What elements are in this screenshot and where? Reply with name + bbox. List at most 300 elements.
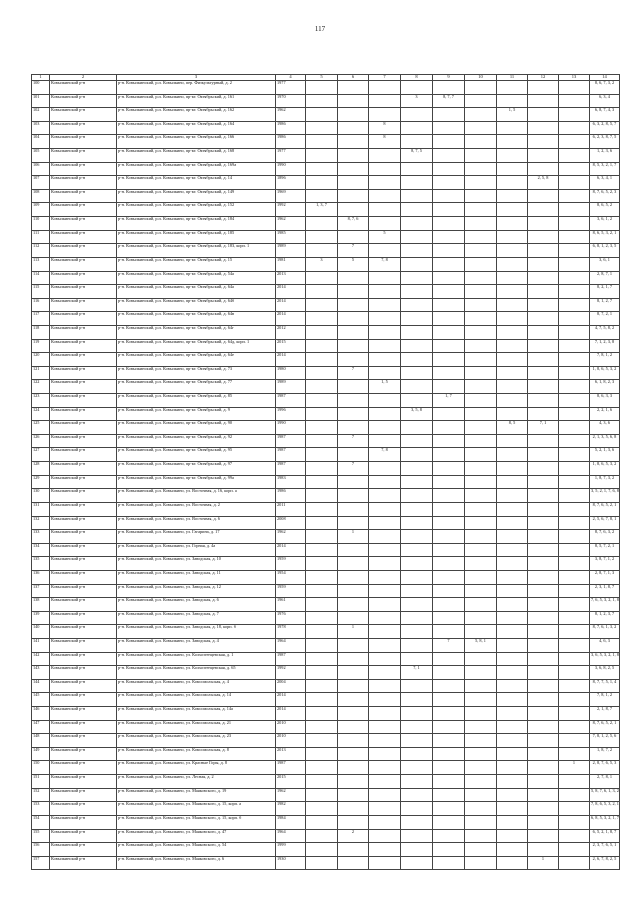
table-cell-col9 [433, 135, 465, 149]
table-cell-col2: Ковылкинский р-н [50, 244, 117, 258]
table-cell-col1: 132 [32, 516, 50, 530]
table-cell-col11 [497, 94, 528, 108]
table-cell-col5 [306, 843, 338, 857]
table-cell-col12 [528, 217, 559, 231]
table-cell-col12 [528, 489, 559, 503]
table-cell-col7 [369, 707, 401, 721]
table-cell-col14: 8, 6, 5, 2 [590, 203, 620, 217]
table-cell-col13 [559, 94, 590, 108]
table-cell-col6 [338, 802, 369, 816]
table-cell-col13 [559, 353, 590, 367]
table-cell-col10 [465, 829, 497, 843]
table-cell-col3: р-н. Ковылкинский, р.п. Ковылкино, пр-кт. Октябрьский, д. 77 [117, 380, 276, 394]
table-cell-col2: Ковылкинский р-н [50, 502, 117, 516]
table-cell-col11 [497, 829, 528, 843]
table-cell-col4: 1985 [276, 230, 306, 244]
table-cell-col9 [433, 775, 465, 789]
table-cell-col5 [306, 693, 338, 707]
table-cell-col12 [528, 707, 559, 721]
table-cell-col7 [369, 353, 401, 367]
column-header-11: 11 [497, 75, 528, 81]
table-cell-col13 [559, 312, 590, 326]
table-cell-col8 [401, 570, 433, 584]
table-cell-col8 [401, 598, 433, 612]
column-header-12: 12 [528, 75, 559, 81]
table-cell-col14: 1, 8, 7, 2 [590, 747, 620, 761]
table-cell-col3: р-н. Ковылкинский, р.п. Ковылкино, пр-кт. Октябрьский, д. 97 [117, 462, 276, 476]
table-cell-col11 [497, 366, 528, 380]
table-cell-col6 [338, 475, 369, 489]
table-cell-col12 [528, 530, 559, 544]
table-cell-col3: р-н. Ковылкинский, р.п. Ковылкино, пр-кт. Октябрьский, д. 184 [117, 217, 276, 231]
table-cell-col6 [338, 312, 369, 326]
table-cell-col4: 1987 [276, 394, 306, 408]
table-cell-col5 [306, 462, 338, 476]
table-cell-col4: 2012 [276, 325, 306, 339]
table-cell-col3: р-н. Ковылкинский, р.п. Ковылкино, ул. Маяковского, д. 6 [117, 856, 276, 870]
table-cell-col11 [497, 720, 528, 734]
table-cell-col4: 1977 [276, 149, 306, 163]
table-cell-col14: 3, 6, 5, 3, 2, 1, 8 [590, 652, 620, 666]
table-cell-col13 [559, 638, 590, 652]
table-cell-col11 [497, 217, 528, 231]
table-cell-col14: 8, 7, 6, 3, 2 [590, 530, 620, 544]
table-cell-col4: 1987 [276, 448, 306, 462]
table-cell-col14: 8, 7, 2, 1 [590, 312, 620, 326]
table-cell-col8 [401, 366, 433, 380]
table-cell-col7 [369, 856, 401, 870]
table-cell-col10 [465, 285, 497, 299]
table-cell-col4: 1978 [276, 625, 306, 639]
table-cell-col14: 7, 8, 1, 2 [590, 353, 620, 367]
table-cell-col8 [401, 135, 433, 149]
table-cell-col4: 2014 [276, 353, 306, 367]
table-cell-col11 [497, 638, 528, 652]
table-row [32, 475, 620, 489]
table-cell-col12 [528, 761, 559, 775]
table-cell-col12 [528, 775, 559, 789]
table-cell-col1: 124 [32, 407, 50, 421]
table-row [32, 775, 620, 789]
table-cell-col4: 1982 [276, 802, 306, 816]
table-cell-col9 [433, 489, 465, 503]
table-cell-col9 [433, 761, 465, 775]
table-cell-col2: Ковылкинский р-н [50, 94, 117, 108]
table-cell-col5 [306, 339, 338, 353]
table-cell-col5 [306, 312, 338, 326]
table-cell-col3: р-н. Ковылкинский, р.п. Ковылкино, пр-кт. Октябрьский, д. 64а [117, 285, 276, 299]
table-cell-col10 [465, 598, 497, 612]
table-cell-col6 [338, 570, 369, 584]
table-cell-col8 [401, 843, 433, 857]
table-cell-col11 [497, 666, 528, 680]
table-row [32, 366, 620, 380]
table-cell-col5 [306, 135, 338, 149]
table-cell-col12 [528, 448, 559, 462]
table-cell-col5 [306, 666, 338, 680]
table-cell-col12 [528, 380, 559, 394]
table-cell-col5 [306, 611, 338, 625]
table-cell-col8 [401, 380, 433, 394]
table-cell-col3: р-н. Ковылкинский, р.п. Ковылкино, пр-кт. Октябрьский, д. 99а [117, 475, 276, 489]
table-cell-col9 [433, 339, 465, 353]
table-cell-col9 [433, 598, 465, 612]
table-cell-col10 [465, 625, 497, 639]
table-cell-col7 [369, 108, 401, 122]
table-cell-col11 [497, 189, 528, 203]
table-cell-col1: 111 [32, 230, 50, 244]
table-cell-col14: 8, 1, 2, 7 [590, 298, 620, 312]
table-cell-col11 [497, 856, 528, 870]
table-cell-col8 [401, 203, 433, 217]
table-cell-col5 [306, 162, 338, 176]
table-cell-col11 [497, 652, 528, 666]
table-cell-col10 [465, 108, 497, 122]
table-cell-col1: 104 [32, 135, 50, 149]
table-cell-col2: Ковылкинский р-н [50, 407, 117, 421]
table-cell-col9 [433, 652, 465, 666]
table-cell-col1: 148 [32, 734, 50, 748]
table-cell-col8 [401, 108, 433, 122]
table-cell-col2: Ковылкинский р-н [50, 734, 117, 748]
table-cell-col4: 1999 [276, 843, 306, 857]
table-cell-col11 [497, 502, 528, 516]
table-cell-col14: 8, 5, 3, 2, 1, 7 [590, 162, 620, 176]
table-cell-col1: 145 [32, 693, 50, 707]
table-cell-col6 [338, 407, 369, 421]
table-cell-col12 [528, 271, 559, 285]
table-cell-col3: р-н. Ковылкинский, р.п. Ковылкино, ул. Маяковского, д. 19 [117, 788, 276, 802]
table-cell-col2: Ковылкинский р-н [50, 135, 117, 149]
table-cell-col1: 127 [32, 448, 50, 462]
table-cell-col9 [433, 856, 465, 870]
table-cell-col12 [528, 570, 559, 584]
table-cell-col9 [433, 530, 465, 544]
table-cell-col13 [559, 720, 590, 734]
table-cell-col4: 1896 [276, 176, 306, 190]
column-header-13: 13 [559, 75, 590, 81]
table-cell-col3: р-н. Ковылкинский, р.п. Ковылкино, ул. Восточная, д. 2 [117, 502, 276, 516]
table-cell-col11 [497, 747, 528, 761]
table-cell-col5 [306, 325, 338, 339]
table-cell-col14: 7, 8, 1, 2, 5, 6 [590, 734, 620, 748]
table-cell-col1: 152 [32, 788, 50, 802]
table-cell-col13 [559, 489, 590, 503]
table-cell-col12 [528, 108, 559, 122]
table-cell-col11 [497, 815, 528, 829]
table-cell-col4: 2008 [276, 516, 306, 530]
table-cell-col11 [497, 434, 528, 448]
table-cell-col4: 1959 [276, 557, 306, 571]
table-cell-col9 [433, 747, 465, 761]
table-row [32, 176, 620, 190]
table-cell-col9 [433, 815, 465, 829]
table-cell-col10 [465, 856, 497, 870]
table-cell-col4: 1989 [276, 380, 306, 394]
table-cell-col7 [369, 611, 401, 625]
table-cell-col1: 110 [32, 217, 50, 231]
table-cell-col13 [559, 598, 590, 612]
table-cell-col1: 154 [32, 815, 50, 829]
table-cell-col2: Ковылкинский р-н [50, 856, 117, 870]
table-cell-col7 [369, 516, 401, 530]
table-cell-col10 [465, 570, 497, 584]
table-cell-col1: 126 [32, 434, 50, 448]
table-cell-col6 [338, 679, 369, 693]
table-cell-col11 [497, 407, 528, 421]
table-cell-col4: 1962 [276, 788, 306, 802]
table-cell-col12 [528, 802, 559, 816]
column-header-2: 2 [50, 75, 117, 81]
table-cell-col3: р-н. Ковылкинский, р.п. Ковылкино, ул. Горная, д. 4а [117, 543, 276, 557]
table-cell-col6: 7 [338, 434, 369, 448]
table-cell-col2: Ковылкинский р-н [50, 666, 117, 680]
table-cell-col12 [528, 611, 559, 625]
table-cell-col9 [433, 203, 465, 217]
table-cell-col9 [433, 543, 465, 557]
table-cell-col3: р-н. Ковылкинский, р.п. Ковылкино, пр-кт. Октябрьский, д. 14 [117, 176, 276, 190]
table-cell-col8 [401, 679, 433, 693]
table-cell-col3: р-н. Ковылкинский, р.п. Ковылкино, пр-кт. Октябрьский, д. 166 [117, 135, 276, 149]
table-cell-col9 [433, 285, 465, 299]
table-cell-col1: 100 [32, 81, 50, 95]
table-cell-col8 [401, 693, 433, 707]
table-cell-col10 [465, 489, 497, 503]
table-cell-col6: 8, 7, 6 [338, 217, 369, 231]
table-cell-col13 [559, 121, 590, 135]
table-cell-col12 [528, 747, 559, 761]
table-cell-col10 [465, 135, 497, 149]
table-cell-col13 [559, 584, 590, 598]
table-cell-col1: 108 [32, 189, 50, 203]
table-cell-col3: р-н. Ковылкинский, р.п. Ковылкино, ул. Заводская, д. 4 [117, 638, 276, 652]
table-cell-col12: 1 [528, 856, 559, 870]
table-row [32, 638, 620, 652]
table-cell-col12 [528, 230, 559, 244]
table-row [32, 788, 620, 802]
table-cell-col8 [401, 734, 433, 748]
table-row [32, 217, 620, 231]
table-cell-col5 [306, 149, 338, 163]
table-cell-col1: 121 [32, 366, 50, 380]
table-cell-col11 [497, 394, 528, 408]
table-row [32, 108, 620, 122]
table-cell-col10: 5, 8, 1 [465, 638, 497, 652]
table-cell-col13 [559, 475, 590, 489]
table-cell-col10 [465, 802, 497, 816]
table-cell-col6 [338, 734, 369, 748]
table-cell-col3: р-н. Ковылкинский, р.п. Ковылкино, ул. Колхозгенцевская, д. 1 [117, 652, 276, 666]
column-header-9: 9 [433, 75, 465, 81]
table-cell-col7 [369, 462, 401, 476]
table-cell-col7 [369, 625, 401, 639]
table-cell-col5 [306, 81, 338, 95]
table-cell-col12 [528, 475, 559, 489]
table-cell-col11 [497, 598, 528, 612]
table-cell-col9 [433, 149, 465, 163]
table-cell-col7 [369, 802, 401, 816]
table-cell-col2: Ковылкинский р-н [50, 570, 117, 584]
table-cell-col7 [369, 217, 401, 231]
table-cell-col13 [559, 285, 590, 299]
table-cell-col10 [465, 557, 497, 571]
table-cell-col13 [559, 217, 590, 231]
table-cell-col12 [528, 244, 559, 258]
table-cell-col14: 3, 6, 1 [590, 257, 620, 271]
table-cell-col5 [306, 707, 338, 721]
table-cell-col8: 3 [401, 94, 433, 108]
table-cell-col12 [528, 94, 559, 108]
table-cell-col13 [559, 325, 590, 339]
table-cell-col14: 1, 8, 6, 5, 3, 2 [590, 366, 620, 380]
table-cell-col2: Ковылкинский р-н [50, 475, 117, 489]
table-cell-col14: 3, 6, 8, 2, 5 [590, 666, 620, 680]
table-cell-col8 [401, 230, 433, 244]
table-cell-col7 [369, 815, 401, 829]
table-cell-col11 [497, 135, 528, 149]
table-cell-col3: р-н. Ковылкинский, р.п. Ковылкино, ул. Комсомольская, д. 4 [117, 679, 276, 693]
table-cell-col10 [465, 584, 497, 598]
table-cell-col2: Ковылкинский р-н [50, 761, 117, 775]
table-cell-col2: Ковылкинский р-н [50, 353, 117, 367]
table-cell-col12 [528, 666, 559, 680]
table-cell-col3: р-н. Ковылкинский, р.п. Ковылкино, ул. Восточная, д. 16, корп. а [117, 489, 276, 503]
table-row [32, 203, 620, 217]
table-cell-col3: р-н. Ковылкинский, р.п. Ковылкино, ул. Заводская, д. 12 [117, 584, 276, 598]
table-cell-col10 [465, 353, 497, 367]
table-cell-col1: 102 [32, 108, 50, 122]
table-cell-col4: 1964 [276, 829, 306, 843]
table-cell-col13 [559, 775, 590, 789]
table-cell-col10 [465, 815, 497, 829]
table-cell-col7 [369, 530, 401, 544]
table-cell-col6 [338, 856, 369, 870]
table-cell-col7 [369, 81, 401, 95]
table-row [32, 448, 620, 462]
table-cell-col7 [369, 557, 401, 571]
table-cell-col4: 1984 [276, 815, 306, 829]
table-cell-col7 [369, 244, 401, 258]
table-cell-col11 [497, 734, 528, 748]
table-cell-col7 [369, 734, 401, 748]
table-cell-col5 [306, 380, 338, 394]
table-cell-col5 [306, 421, 338, 435]
table-cell-col14: 8, 7, 6, 5, 2, 1 [590, 720, 620, 734]
table-cell-col6 [338, 815, 369, 829]
table-cell-col13 [559, 666, 590, 680]
table-cell-col7: 5 [369, 230, 401, 244]
table-cell-col4: 2015 [276, 775, 306, 789]
table-cell-col14: 8, 6, 5, 3, 2, 1 [590, 230, 620, 244]
table-cell-col4: 1954 [276, 570, 306, 584]
table-cell-col3: р-н. Ковылкинский, р.п. Ковылкино, пр-кт. Октябрьский, д. 161 [117, 94, 276, 108]
table-cell-col4: 1962 [276, 530, 306, 544]
table-cell-col3: р-н. Ковылкинский, р.п. Ковылкино, ул. Маяковского, д. 47 [117, 829, 276, 843]
table-cell-col13: 1 [559, 761, 590, 775]
table-cell-col6 [338, 638, 369, 652]
table-cell-col3: р-н. Ковылкинский, р.п. Ковылкино, пр-кт. Октябрьский, д. 183, корп. 1 [117, 244, 276, 258]
table-cell-col13 [559, 149, 590, 163]
table-cell-col13 [559, 829, 590, 843]
table-cell-col13 [559, 230, 590, 244]
table-cell-col8 [401, 652, 433, 666]
table-cell-col2: Ковылкинский р-н [50, 380, 117, 394]
table-cell-col2: Ковылкинский р-н [50, 217, 117, 231]
table-cell-col9 [433, 707, 465, 721]
table-cell-col4: 2010 [276, 734, 306, 748]
table-cell-col4: 1969 [276, 189, 306, 203]
table-cell-col8 [401, 802, 433, 816]
table-cell-col3: р-н. Ковылкинский, р.п. Ковылкино, пр-кт. Октябрьский, д. 85 [117, 394, 276, 408]
table-cell-col14: 2, 3, 1, 8, 7 [590, 584, 620, 598]
table-cell-col14: 2, 5, 6, 7, 8, 1 [590, 516, 620, 530]
table-cell-col5 [306, 285, 338, 299]
table-cell-col4: 1987 [276, 652, 306, 666]
table-cell-col1: 155 [32, 829, 50, 843]
table-cell-col6 [338, 707, 369, 721]
housing-register-table [31, 74, 620, 870]
table-cell-col5 [306, 530, 338, 544]
table-cell-col1: 117 [32, 312, 50, 326]
table-cell-col5 [306, 244, 338, 258]
table-cell-col3: р-н. Ковылкинский, р.п. Ковылкино, пр-кт. Октябрьский, д. 90 [117, 421, 276, 435]
table-cell-col4: 1992 [276, 666, 306, 680]
table-cell-col11 [497, 611, 528, 625]
table-cell-col13 [559, 366, 590, 380]
table-cell-col3: р-н. Ковылкинский, р.п. Ковылкино, ул. Заводская, д. 18, корп. б [117, 625, 276, 639]
table-cell-col5 [306, 570, 338, 584]
table-cell-col12: 7, 1 [528, 421, 559, 435]
table-cell-col3: р-н. Ковылкинский, р.п. Ковылкино, ул. Колхозгенцевская, д. 65 [117, 666, 276, 680]
table-cell-col1: 119 [32, 339, 50, 353]
table-cell-col10 [465, 720, 497, 734]
table-cell-col5 [306, 815, 338, 829]
table-cell-col1: 112 [32, 244, 50, 258]
table-cell-col5 [306, 217, 338, 231]
table-cell-col5 [306, 802, 338, 816]
table-cell-col6 [338, 652, 369, 666]
table-cell-col8 [401, 217, 433, 231]
table-cell-col5 [306, 366, 338, 380]
table-cell-col1: 156 [32, 843, 50, 857]
table-cell-col6 [338, 516, 369, 530]
table-cell-col8 [401, 394, 433, 408]
table-cell-col9 [433, 502, 465, 516]
table-cell-col2: Ковылкинский р-н [50, 638, 117, 652]
table-cell-col8: 3, 5, 8 [401, 407, 433, 421]
table-cell-col12 [528, 502, 559, 516]
table-cell-col6 [338, 775, 369, 789]
table-cell-col9 [433, 570, 465, 584]
table-cell-col1: 109 [32, 203, 50, 217]
table-cell-col1: 101 [32, 94, 50, 108]
table-cell-col13 [559, 747, 590, 761]
table-cell-col4: 1962 [276, 108, 306, 122]
table-cell-col14: 8, 7, 6, 5, 2, 3 [590, 189, 620, 203]
table-cell-col3: р-н. Ковылкинский, р.п. Ковылкино, ул. Маяковского, д. 15, корп. а [117, 802, 276, 816]
table-cell-col5 [306, 121, 338, 135]
table-cell-col6 [338, 761, 369, 775]
table-row [32, 611, 620, 625]
table-row [32, 189, 620, 203]
table-cell-col12 [528, 815, 559, 829]
table-cell-col9 [433, 407, 465, 421]
table-cell-col4: 1986 [276, 489, 306, 503]
table-cell-col1: 114 [32, 271, 50, 285]
table-cell-col4: 1930 [276, 856, 306, 870]
table-cell-col1: 120 [32, 353, 50, 367]
table-cell-col5 [306, 502, 338, 516]
